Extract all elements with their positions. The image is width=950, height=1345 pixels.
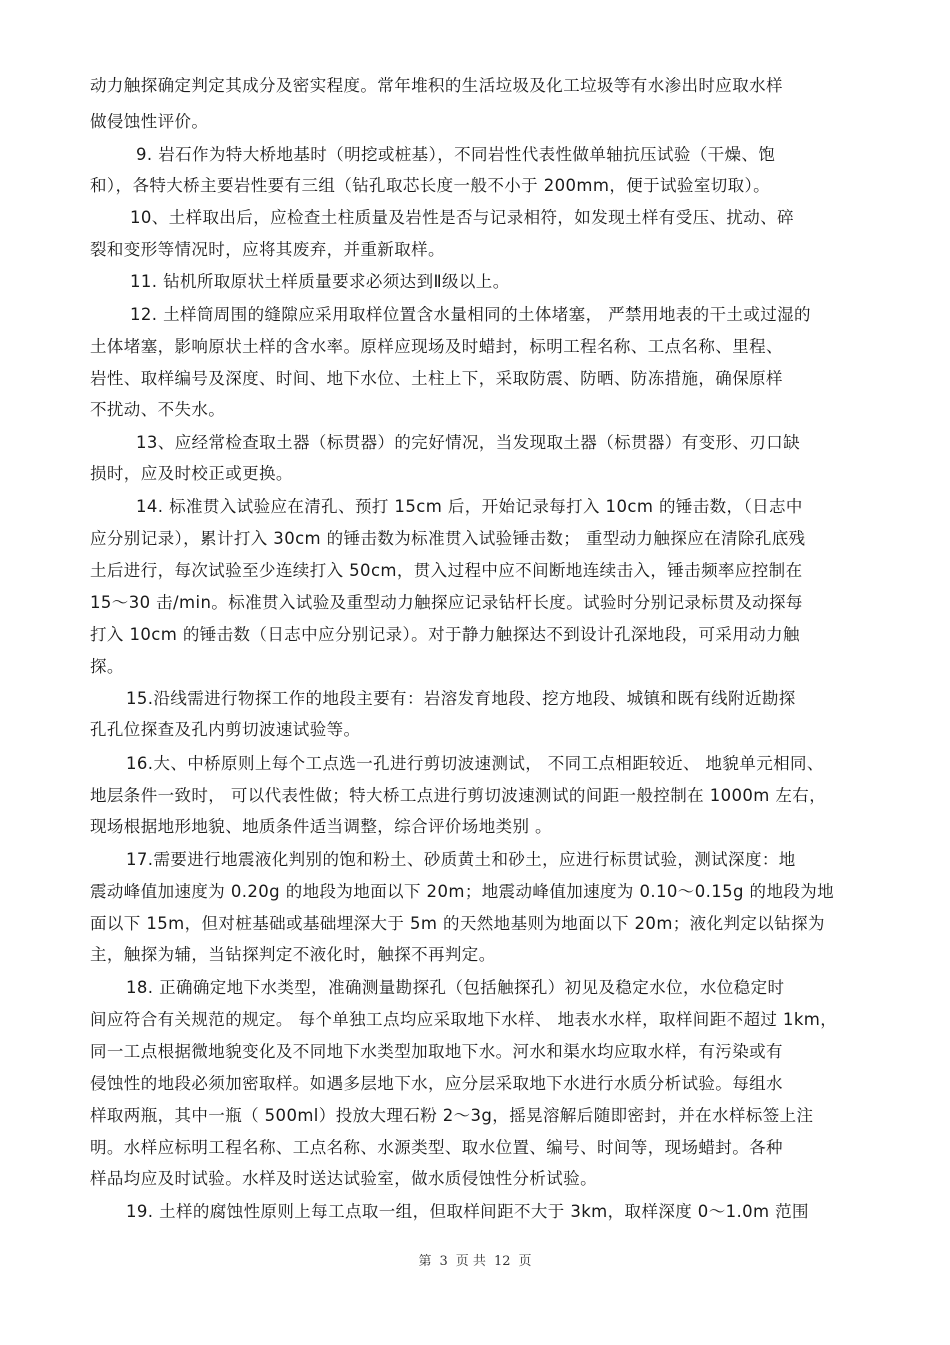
text-line: 孔孔位探查及孔内剪切波速试验等。	[90, 720, 361, 739]
text-line: 土体堵塞，影响原状土样的含水率。原样应现场及时蜡封，标明工程名称、工点名称、里程、	[90, 337, 783, 356]
text-line: 间应符合有关规范的规定。 每个单独工点均应采取地下水样、 地表水水样，取样间距不超过 1km，	[90, 1010, 838, 1029]
text-line: 打入 10cm 的锤击数（日志中应分别记录）。对于静力触探达不到设计孔深地段，可采用动力触	[90, 625, 800, 644]
text-line: 侵蚀性的地段必须加密取样。如遇多层地下水，应分层采取地下水进行水质分析试验。每组水	[90, 1074, 783, 1093]
footer-suffix: 页	[518, 1254, 532, 1269]
text-line: 明。水样应标明工程名称、工点名称、水源类型、取水位置、编号、时间等，现场蜡封。各种	[90, 1138, 783, 1157]
text-line: 13、应经常检查取土器（标贯器）的完好情况，当发现取土器（标贯器）有变形、刃口缺	[136, 433, 800, 452]
page-footer	[0, 1250, 950, 1269]
text-line: 和），各特大桥主要岩性要有三组（钻孔取芯长度一般不小于 200mm，便于试验室切取）。	[90, 176, 771, 195]
text-line: 18. 正确确定地下水类型，准确测量勘探孔（包括触探孔）初见及稳定水位，水位稳定时	[126, 978, 785, 997]
footer-prefix: 第	[418, 1254, 432, 1269]
text-line: 同一工点根据微地貌变化及不同地下水类型加取地下水。河水和渠水均应取水样，有污染或有	[90, 1042, 783, 1061]
text-line: 动力触探确定判定其成分及密实程度。常年堆积的生活垃圾及化工垃圾等有水渗出时应取水样	[90, 76, 783, 95]
text-line: 震动峰值加速度为 0.20g 的地段为地面以下 20m；地震动峰值加速度为 0.10～0.15g 的地段为地	[90, 882, 835, 901]
text-line: 探。	[90, 657, 124, 676]
text-line: 岩性、取样编号及深度、时间、地下水位、土柱上下，采取防震、防晒、防冻措施，确保原样	[90, 369, 783, 388]
text-line: 不扰动、不失水。	[90, 400, 226, 419]
text-line: 土后进行，每次试验至少连续打入 50cm，贯入过程中应不间断地连续击入，锤击频率应控制在	[90, 561, 803, 580]
text-line: 16.大、中桥原则上每个工点选一孔进行剪切波速测试， 不同工点相距较近、 地貌单元相同、	[126, 754, 824, 773]
text-line: 面以下 15m，但对桩基础或基础埋深大于 5m 的天然地基则为地面以下 20m；液化判定以钻探为	[90, 914, 825, 933]
text-line: 15～30 击/min。标准贯入试验及重型动力触探应记录钻杆长度。试验时分别记录标贯及动探每	[90, 593, 803, 612]
text-line: 10、土样取出后，应检查土柱质量及岩性是否与记录相符，如发现土样有受压、扰动、碎	[130, 208, 794, 227]
text-line: 9. 岩石作为特大桥地基时（明挖或桩基），不同岩性代表性做单轴抗压试验（干燥、饱	[136, 145, 776, 164]
text-line: 14. 标准贯入试验应在清孔、预打 15cm 后，开始记录每打入 10cm 的锤击数，（日志中	[136, 497, 803, 516]
page-total: 12	[493, 1254, 511, 1269]
text-line: 现场根据地形地貌、地质条件适当调整，综合评价场地类别 。	[90, 817, 552, 836]
text-line: 应分别记录），累计打入 30cm 的锤击数为标准贯入试验锤击数； 重型动力触探应在清除孔底残	[90, 529, 806, 548]
footer-middle: 页 共	[455, 1254, 486, 1269]
text-line: 地层条件一致时， 可以代表性做；特大桥工点进行剪切波速测试的间距一般控制在 1000m 左右，	[90, 786, 827, 805]
text-line: 样品均应及时试验。水样及时送达试验室，做水质侵蚀性分析试验。	[90, 1169, 597, 1188]
text-line: 17.需要进行地震液化判别的饱和粉土、砂质黄土和砂土，应进行标贯试验，测试深度：地	[126, 850, 796, 869]
text-line: 损时，应及时校正或更换。	[90, 464, 293, 483]
page-number: 3	[439, 1254, 448, 1269]
text-line: 12. 土样筒周围的缝隙应采用取样位置含水量相同的土体堵塞， 严禁用地表的干土或过湿的	[130, 305, 811, 324]
text-line: 15.沿线需进行物探工作的地段主要有：岩溶发育地段、挖方地段、城镇和既有线附近勘探	[126, 689, 796, 708]
text-line: 19. 土样的腐蚀性原则上每工点取一组，但取样间距不大于 3km，取样深度 0～1.0m 范围	[126, 1202, 809, 1221]
text-line: 11. 钻机所取原状土样质量要求必须达到Ⅱ级以上。	[130, 272, 510, 291]
text-line: 主，触探为辅，当钻探判定不液化时，触探不再判定。	[90, 945, 496, 964]
text-line: 样取两瓶，其中一瓶（ 500ml）投放大理石粉 2～3g，摇晃溶解后随即密封，并在水样标签上注	[90, 1106, 814, 1125]
text-line: 裂和变形等情况时，应将其废弃，并重新取样。	[90, 240, 445, 259]
text-line: 做侵蚀性评价。	[90, 112, 209, 131]
